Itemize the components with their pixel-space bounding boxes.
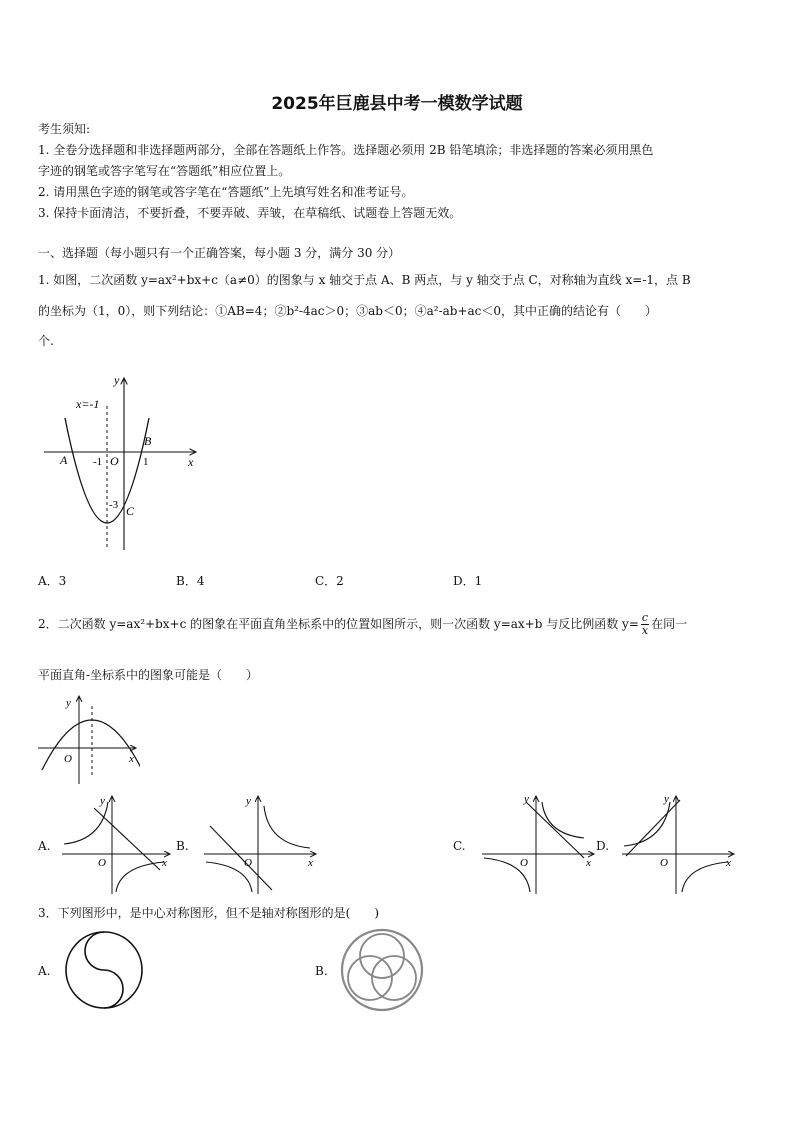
line-graph — [626, 800, 680, 856]
hyperbola-branch-1 — [542, 802, 584, 838]
q1-option-d: D．1 — [453, 574, 483, 588]
y-label: y — [100, 795, 105, 807]
point-c-label: C — [126, 504, 135, 518]
x-label: x — [188, 455, 194, 469]
q2-option-d-figure — [618, 792, 736, 896]
section-heading: 一、选择题（每小题只有一个正确答案，每小题 3 分，满分 30 分） — [38, 246, 401, 260]
tick-neg1-label: -1 — [93, 456, 103, 468]
tick-1-label: 1 — [143, 456, 149, 468]
point-b-label: B — [144, 434, 152, 448]
x-label: x — [129, 753, 134, 765]
y-label: y — [246, 795, 251, 807]
x-label: x — [586, 857, 591, 869]
page-title: 2025年巨鹿县中考一模数学试题 — [271, 94, 523, 114]
parabola-curve — [42, 720, 140, 770]
q1-line-1: 1. 如图，二次函数 y=ax²+bx+c（a≠0）的图象与 x 轴交于点 A、B 两点，与 y 轴交于点 C，对称轴为直线 x=-1，点 B — [38, 273, 691, 287]
q1-option-a: A．3 — [38, 574, 67, 588]
q1-option-b: B．4 — [176, 574, 205, 588]
hyperbola-branch-1 — [624, 802, 670, 846]
q2-line-2: 平面直角-坐标系中的图象可能是（ ） — [38, 668, 259, 682]
fraction-c-over-x — [641, 612, 649, 637]
notice-item-1: 1. 全卷分选择题和非选择题两部分，全部在答题纸上作答。选择题必须用 2B 铅笔填涂；非选择题的答案必须用黑色 — [38, 143, 654, 157]
y-label: y — [114, 373, 120, 387]
x-label: x — [162, 857, 167, 869]
y-label: y — [524, 793, 529, 805]
notice-item-2: 2. 请用黑色字迹的钢笔或答字笔在“答题纸”上先填写姓名和准考证号。 — [38, 185, 414, 199]
parabola-curve — [65, 418, 149, 523]
origin-label: O — [98, 857, 106, 869]
q3-option-b-label: B. — [315, 964, 328, 978]
q1-option-c: C．2 — [315, 574, 344, 588]
origin-label: O — [244, 857, 252, 869]
point-a-label: A — [60, 453, 68, 467]
q1-line-2: 的坐标为（1，0），则下列结论：①AB=4；②b²-4ac＞0；③ab＜0；④a²-ab+ac＜0，其中正确的结论有（ ） — [38, 304, 658, 318]
notice-heading: 考生须知: — [38, 122, 91, 136]
hyperbola-branch-2 — [682, 862, 728, 892]
line-graph — [210, 826, 272, 890]
fraction-denominator: x — [641, 624, 649, 637]
origin-label: O — [660, 857, 668, 869]
s-curve — [85, 932, 123, 1008]
q2-option-a-figure — [58, 792, 172, 896]
x-label: x — [726, 857, 731, 869]
q2-option-d-label: D. — [596, 839, 610, 853]
q3-option-a-yinyang — [62, 928, 146, 1012]
q2-option-b-label: B. — [176, 839, 189, 853]
hyperbola-branch-1 — [264, 806, 310, 848]
y-label: y — [664, 793, 669, 805]
q2-parabola-figure — [36, 690, 140, 786]
tick-neg3-label: -3 — [109, 499, 119, 511]
fraction-numerator: c — [641, 611, 649, 624]
q1-parabola-figure — [40, 368, 210, 554]
origin-label: O — [110, 454, 119, 468]
x-label: x — [308, 857, 313, 869]
outer-circle — [342, 930, 422, 1010]
q3-option-a-label: A. — [38, 964, 51, 978]
q2-option-c-figure — [478, 792, 596, 896]
q3-line-1: 3．下列图形中，是中心对称图形，但不是轴对称图形的是( ) — [38, 906, 380, 920]
q2-line-1 — [38, 612, 687, 637]
q2-line-1-tail: 在同一 — [651, 617, 688, 631]
y-label: y — [66, 697, 71, 709]
origin-label: O — [64, 753, 72, 765]
q2-line-1-text: 2．二次函数 y=ax²+bx+c 的图象在平面直角坐标系中的位置如图所示，则一次函数 y=ax+b 与反比例函数 y= — [38, 617, 639, 631]
q2-option-b-figure — [200, 792, 318, 896]
symmetry-label: x=-1 — [76, 397, 100, 411]
q3-option-b-three-arcs — [338, 926, 426, 1014]
q2-option-a-label: A. — [38, 839, 51, 853]
notice-item-1-cont: 字迹的钢笔或答字笔写在“答题纸”相应位置上。 — [38, 164, 291, 178]
line-graph — [526, 802, 584, 858]
q1-line-3: 个. — [38, 334, 54, 348]
origin-label: O — [520, 857, 528, 869]
q2-option-c-label: C. — [453, 839, 466, 853]
hyperbola-branch-1 — [64, 802, 108, 844]
notice-item-3: 3. 保持卡面清洁，不要折叠，不要弄破、弄皱，在草稿纸、试题卷上答题无效。 — [38, 206, 462, 220]
